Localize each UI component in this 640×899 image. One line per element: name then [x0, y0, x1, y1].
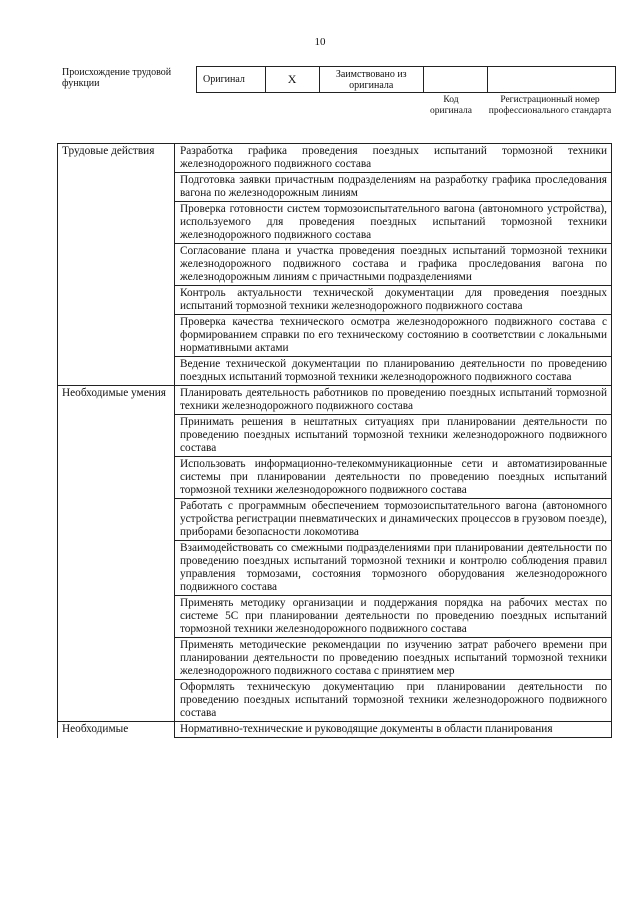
table-row	[58, 415, 612, 457]
skill-item: Оформлять техническую документацию при планировании деятельности по проведению поездных испытаний тормозной техники железнодорожного подвижного состава	[175, 680, 612, 722]
table-row	[58, 457, 612, 499]
origin-label: Происхождение трудовой функции	[62, 67, 172, 89]
table-row	[58, 596, 612, 638]
table-row	[58, 244, 612, 286]
original-label: Оригинал	[197, 67, 266, 93]
table-row	[58, 286, 612, 315]
skill-item: Работать с программным обеспечением тормозоиспытательного вагона (автономного устройства регистрации пневматических и динамических процессов в грузовом поезде), приборами безопасности локомотива	[175, 499, 612, 541]
table-row	[58, 499, 612, 541]
table-row	[58, 386, 612, 415]
labor-actions-label: Трудовые действия	[58, 144, 175, 173]
page-number: 10	[314, 36, 326, 48]
borrowed-label: Заимствовано из оригинала	[319, 67, 423, 93]
table-row	[58, 357, 612, 386]
labor-action-item: Проверка готовности систем тормозоиспытательного вагона (автономного устройства), используемого для проведения поездных испытаний тормозной техники железнодорожного подвижного состава	[175, 202, 612, 244]
skill-item: Использовать информационно-телекоммуникационные сети и автоматизированные системы при планировании деятельности по проведению поездных испытаний тормозной техники железнодорожного подвижного состава	[175, 457, 612, 499]
table-row	[58, 315, 612, 357]
labor-action-item: Согласование плана и участка проведения поездных испытаний тормозной техники железнодорожного подвижного состава и графика проследования вагона по железнодорожным линиям с причастными подразделениями	[175, 244, 612, 286]
labor-action-item: Разработка графика проведения поездных испытаний тормозной техники железнодорожного подвижного состава	[175, 144, 612, 173]
skill-item: Принимать решения в нештатных ситуациях при планировании деятельности по проведению поездных испытаний тормозной техники железнодорожного подвижного состава	[175, 415, 612, 457]
knowledge-label: Необходимые	[58, 722, 175, 738]
table-row	[58, 541, 612, 596]
table-row	[58, 173, 612, 202]
labor-action-item: Проверка качества технического осмотра железнодорожного подвижного состава с формированием справки по его техническому состоянию в соответствии с локальными нормативными актами	[175, 315, 612, 357]
origin-box	[196, 66, 616, 93]
labor-action-item: Подготовка заявки причастным подразделениям на разработку графика проследования вагона по железнодорожным линиям	[175, 173, 612, 202]
labor-action-item: Ведение технической документации по планированию деятельности по проведению поездных испытаний тормозной техники железнодорожного подвижного состава	[175, 357, 612, 386]
skill-item: Взаимодействовать со смежными подразделениями при планировании деятельности по проведению поездных испытаний тормозной техники и контролю соблюдения правил управления тормозами, состояния тормозного оборудования железнодорожного подвижного состава	[175, 541, 612, 596]
skill-item: Применять методические рекомендации по изучению затрат рабочего времени при планировании деятельности по проведению поездных испытаний тормозной техники железнодорожного подвижного состава с принятием мер	[175, 638, 612, 680]
knowledge-item: Нормативно-технические и руководящие документы в области планирования	[175, 722, 612, 738]
skill-item: Применять методику организации и поддержания порядка на рабочих местах по системе 5С при планировании деятельности по проведению поездных испытаний тормозной техники железнодорожного подвижного состава	[175, 596, 612, 638]
function-table	[57, 143, 612, 738]
labor-action-item: Контроль актуальности технической документации для проведения поездных испытаний тормозной техники железнодорожного подвижного состава	[175, 286, 612, 315]
code-cell	[423, 67, 487, 93]
table-row	[58, 638, 612, 680]
reg-caption: Регистрационный номер профессионального стандарта	[488, 95, 612, 116]
table-row	[58, 202, 612, 244]
skills-label: Необходимые умения	[58, 386, 175, 415]
table-row	[58, 722, 612, 738]
reg-number-cell	[487, 67, 615, 93]
table-row	[58, 680, 612, 722]
skill-item: Планировать деятельность работников по проведению поездных испытаний тормозной техники железнодорожного подвижного состава	[175, 386, 612, 415]
code-caption: Код оригинала	[430, 95, 472, 116]
table-row	[58, 144, 612, 173]
original-mark: X	[265, 67, 319, 93]
